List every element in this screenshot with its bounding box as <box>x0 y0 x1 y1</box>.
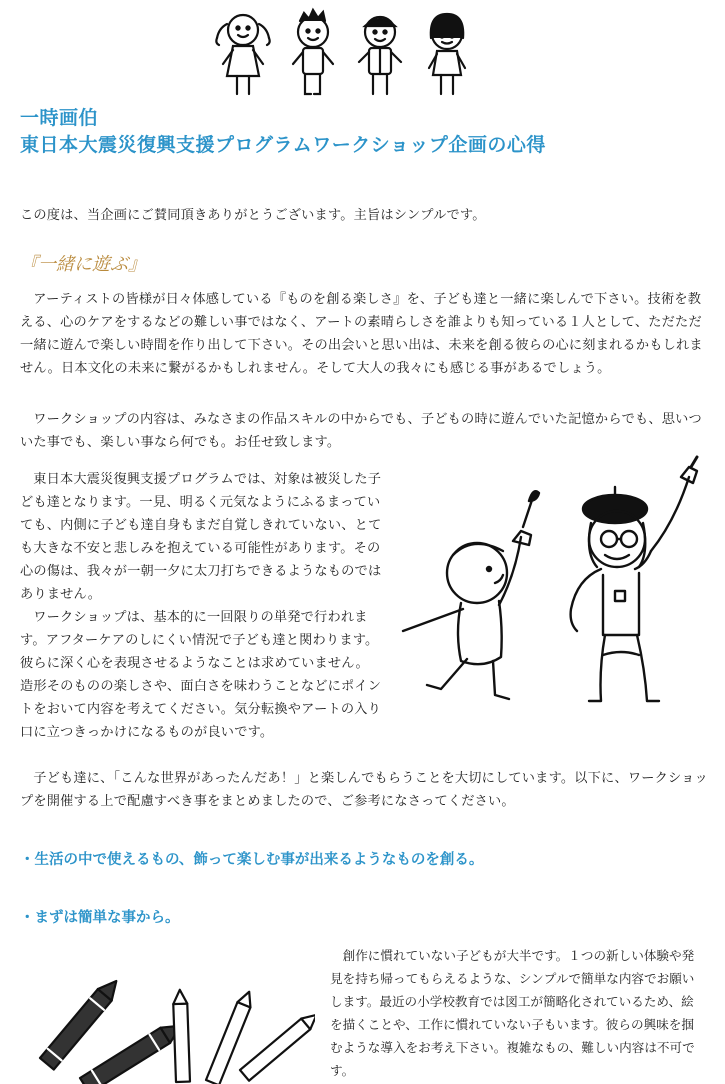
paragraph-2-text: ワークショップの内容は、みなさまの作品スキルの中からでも、子どもの時に遊んでいた記憶からでも、思いついた事でも、楽しい事なら何でも。お任せ致します。 <box>20 412 702 450</box>
paragraph-1 <box>20 288 710 380</box>
paragraph-3a-text: 東日本大震災復興支援プログラムでは、対象は被災した子ども達となります。一見、明るく元気なようにふるまっていても、内側に子ども達自身もまだ自覚しきれていない、とても大きな不安と悲しみを抱えている可能性があります。その心の傷は、我々が一朝一夕に太刀打ちできるようなものではありません。 <box>20 472 382 602</box>
key-phrase: 『一緒に遊ぶ』 <box>20 254 146 275</box>
paragraph-1-text: アーティストの皆様が日々体感している『ものを創る楽しさ』を、子ども達と一緒に楽しんで下さい。技術を教える、心のケアをするなどの難しい事ではなく、アートの素晴らしさを誰よりも知っている１人として、ただただ一緒に遊んで楽しい時間を作り出して下さい。その出会いと思い出は、未来を創る彼らの心に刻まれるかもしれません。日本文化の未来に繋がるかもしれません。そして大人の我々にも感じる事があるでしょう。 <box>20 292 703 376</box>
paragraph-4-text: 子ども達に、「こんな世界があったんだあ！」と楽しんでもらうことを大切にしています。以下に、ワークショップを開催する上で配慮すべき事をまとめましたので、ご参考になさってください。 <box>20 771 708 809</box>
page-title-line2: 東日本大震災復興支援プログラムワークショップ企画の心得 <box>20 134 546 156</box>
crayons-illustration <box>30 958 315 1084</box>
paragraph-3 <box>20 468 382 744</box>
page-title-line1: 一時画伯 <box>20 107 99 129</box>
children-painting-illustration <box>395 455 720 720</box>
paragraph-3b-text: ワークショップは、基本的に一回限りの単発で行われます。アフターケアのしにくい情況で子ども達と関わります。彼らに深く心を表現させるようなことは求めていません。造形そのものの楽しさや、面白さを味わうことなどにポイントをおいて内容を考えてください。気分転換やアートの入り口に立つきっかけになるものが良いです。 <box>20 610 382 740</box>
paragraph-5-text: 創作に慣れていない子どもが大半です。１つの新しい体験や発見を持ち帰ってもらえるような、シンプルで簡単な内容でお願いします。最近の小学校教育では図工が簡略化されているため、絵を描くことや、工作に慣れていない子もいます。彼らの興味を掴むような導入をお考え下さい。複雑なもの、難しい内容は不可です。 <box>330 948 695 1078</box>
paragraph-4 <box>20 767 710 813</box>
guideline-heading-2: ・まずは簡単な事から。 <box>20 910 180 926</box>
four-children-illustration <box>205 6 475 102</box>
paragraph-2 <box>20 408 710 454</box>
intro-text: この度は、当企画にご賛同頂きありがとうございます。主旨はシンプルです。 <box>20 208 486 223</box>
paragraph-5 <box>330 944 700 1082</box>
guideline-heading-1: ・生活の中で使えるもの、飾って楽しむ事が出来るようなものを創る。 <box>20 852 484 868</box>
